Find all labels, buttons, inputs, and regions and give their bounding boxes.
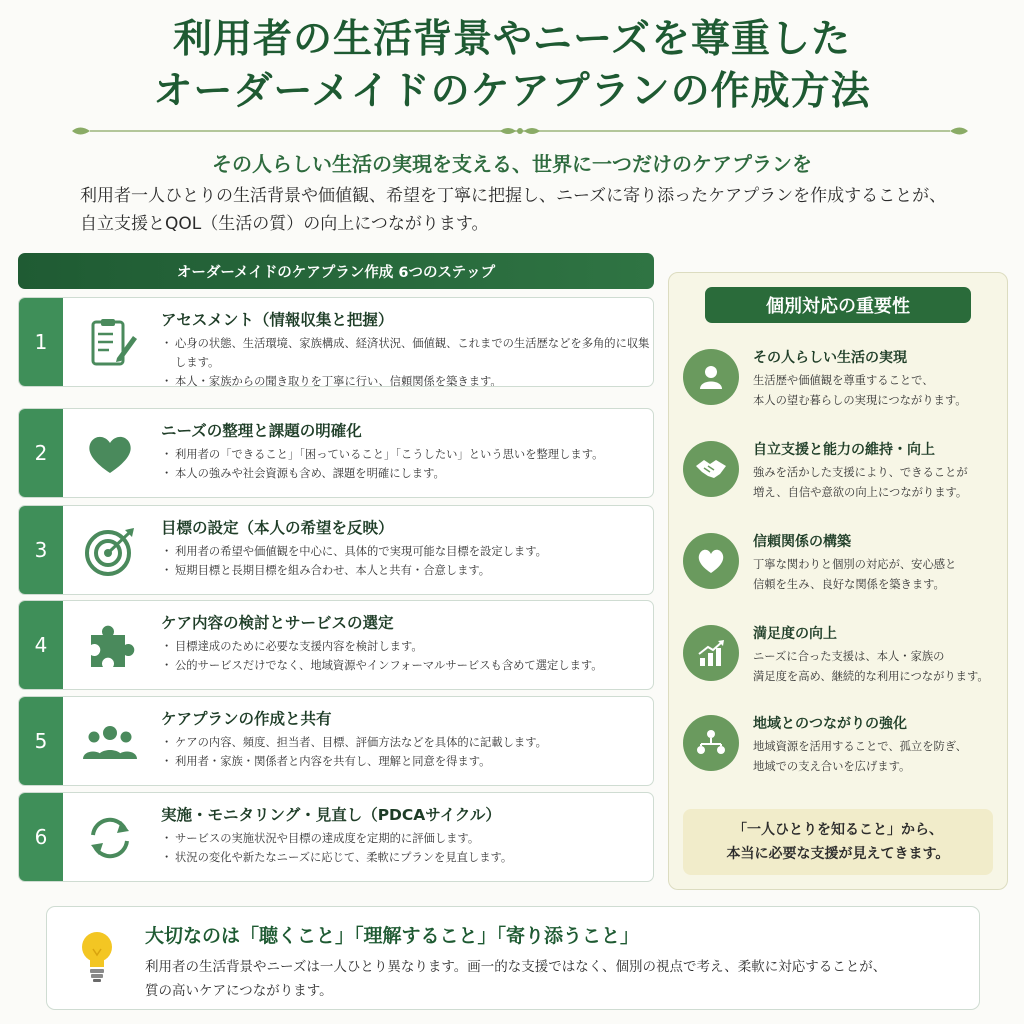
intro-line2: 自立支援とQOL（生活の質）の向上につながります。 [80,214,489,234]
importance-point-2 [683,439,1003,519]
point-text [753,371,1005,411]
step-bullet: ・ ケアの内容、頻度、担当者、目標、評価方法などを具体的に記載します。 [161,733,651,752]
step-bullet: ・ 状況の変化や新たなニーズに応じて、柔軟にプランを見直します。 [161,848,651,867]
quote-line2: 本当に必要な支援が見えてきます。 [726,846,950,862]
step-card-4 [18,600,654,690]
page-title-line1: 利用者の生活背景やニーズを尊重した [172,17,852,62]
point-text [753,647,1005,687]
growth-chart-icon [683,625,739,681]
step-number: 1 [19,298,63,386]
point-text [753,463,1005,503]
target-icon [81,526,139,576]
steps-header: オーダーメイドのケアプラン作成 6つのステップ [18,253,654,289]
step-bullet: ・ 利用者・家族・関係者と内容を共有し、理解と同意を得ます。 [161,752,651,771]
puzzle-icon [81,621,139,671]
step-bullets [161,733,651,771]
point-title: 満足度の向上 [753,626,837,642]
step-bullets [161,542,651,580]
point-text [753,555,1005,595]
point-text-line: 信頼を生み、良好な関係を築きます。 [753,578,945,591]
step-bullets [161,445,651,483]
step-bullets [161,829,651,867]
step-number: 6 [19,793,63,881]
step-title: ニーズの整理と課題の明確化 [161,422,362,440]
step-number: 2 [19,409,63,497]
step-title: ケアプランの作成と共有 [161,710,332,728]
step-bullet: ・ 目標達成のために必要な支援内容を検討します。 [161,637,651,656]
point-text-line: 地域での支え合いを広げます。 [753,760,911,773]
people-icon [81,717,139,767]
point-title: 地域とのつながりの強化 [753,716,907,732]
person-icon [683,349,739,405]
point-title: 信頼関係の構築 [753,534,851,550]
intro-line1: 利用者一人ひとりの生活背景や価値観、希望を丁寧に把握し、ニーズに寄り添ったケアプランを作成することが、 [80,186,947,206]
heart-icon [683,533,739,589]
point-text-line: 生活歴や価値観を尊重することで、 [753,374,934,387]
page-title [0,14,1024,118]
heart-icon [81,429,139,479]
clipboard-icon [81,318,139,368]
point-title: その人らしい生活の実現 [753,350,907,366]
point-text-line: 丁寧な関わりと個別の対応が、安心感と [753,558,957,571]
step-title: ケア内容の検討とサービスの選定 [161,614,394,632]
step-card-5 [18,696,654,786]
key-message-line2: 質の高いケアにつながります。 [145,983,333,999]
step-title: アセスメント（情報収集と把握） [161,311,394,329]
point-text-line: 増え、自信や意欲の向上につながります。 [753,486,968,499]
step-bullets [161,637,651,675]
lightbulb-icon [77,929,117,985]
cycle-icon [81,813,139,863]
step-title: 目標の設定（本人の希望を反映） [161,519,394,537]
intro-text [80,182,980,238]
step-number: 4 [19,601,63,689]
step-number: 3 [19,506,63,594]
step-bullet: ・ 本人・家族からの聞き取りを丁寧に行い、信頼関係を築きます。 [161,372,651,387]
step-card-2 [18,408,654,498]
importance-header: 個別対応の重要性 [705,287,971,323]
importance-point-4 [683,623,1003,703]
step-bullet: ・ 短期目標と長期目標を組み合わせ、本人と共有・合意します。 [161,561,651,580]
step-bullet: ・ 公的サービスだけでなく、地域資源やインフォーマルサービスも含めて選定します。 [161,656,651,675]
step-bullet: ・ サービスの実施状況や目標の達成度を定期的に評価します。 [161,829,651,848]
quote-line1: 「一人ひとりを知ること」から、 [733,822,943,838]
handshake-icon [683,441,739,497]
step-card-3 [18,505,654,595]
step-title: 実施・モニタリング・見直し（PDCAサイクル） [161,806,501,824]
page-title-line2: オーダーメイドのケアプランの作成方法 [153,69,871,114]
importance-point-5 [683,713,1003,793]
key-message-title: 大切なのは「聴くこと」「理解すること」「寄り添うこと」 [145,925,640,947]
importance-point-3 [683,531,1003,611]
step-card-6 [18,792,654,882]
step-bullet: ・ 利用者の希望や価値観を中心に、具体的で実現可能な目標を設定します。 [161,542,651,561]
step-bullets [161,334,651,387]
step-bullet: ・ 本人の強みや社会資源も含め、課題を明確にします。 [161,464,651,483]
key-message-text [145,955,965,1003]
point-title: 自立支援と能力の維持・向上 [753,442,935,458]
point-text [753,737,1005,777]
point-text-line: 地域資源を活用することで、孤立を防ぎ、 [753,740,967,753]
subtitle: その人らしい生活の実現を支える、世界に一つだけのケアプランを [212,152,812,176]
ornament-divider [70,124,970,138]
importance-point-1 [683,347,1003,427]
key-message-box [46,906,980,1010]
point-text-line: ニーズに合った支援は、本人・家族の [753,650,945,663]
point-text-line: 本人の望む暮らしの実現につながります。 [753,394,967,407]
step-card-1 [18,297,654,387]
quote-box [683,809,993,875]
step-number: 5 [19,697,63,785]
point-text-line: 強みを活かした支援により、できることが [753,466,968,479]
network-icon [683,715,739,771]
importance-panel [668,272,1008,890]
point-text-line: 満足度を高め、継続的な利用につながります。 [753,670,989,683]
step-bullet: ・ 利用者の「できること」「困っていること」「こうしたい」という思いを整理します。 [161,445,651,464]
step-bullet: ・ 心身の状態、生活環境、家族構成、経済状況、価値観、これまでの生活歴などを多角的に収集します。 [161,334,651,372]
key-message-line1: 利用者の生活背景やニーズは一人ひとり異なります。画一的な支援ではなく、個別の視点で考え、柔軟に対応することが、 [145,959,887,975]
